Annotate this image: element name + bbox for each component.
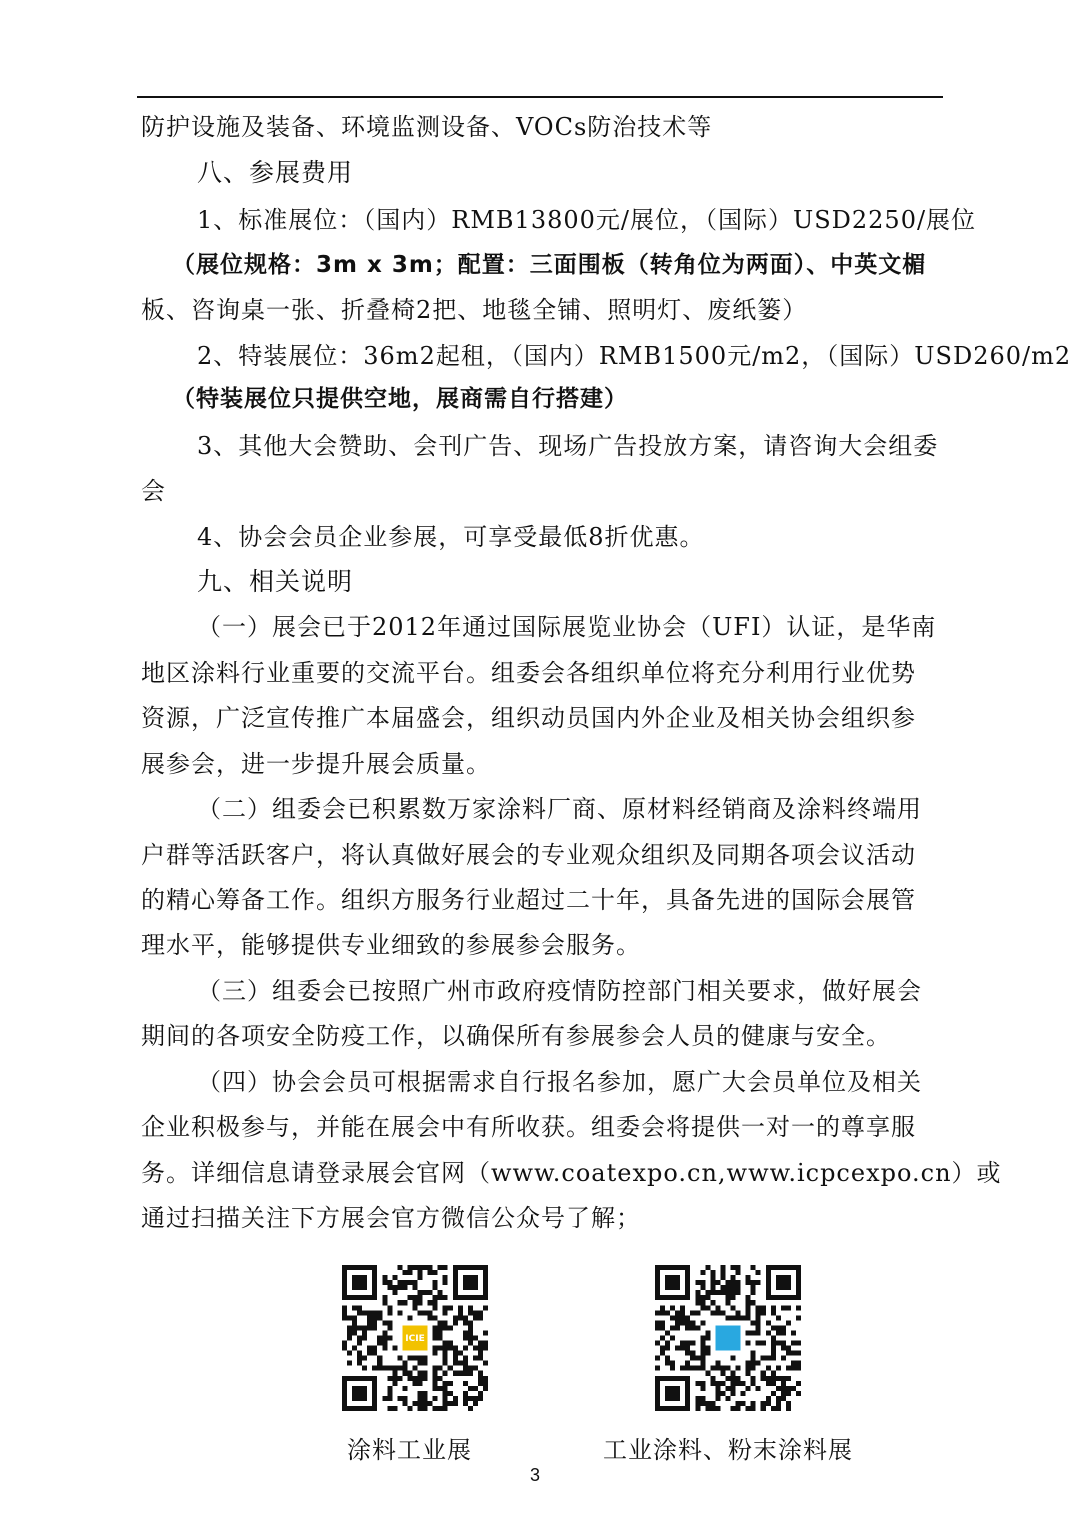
qr-label-industrial-powder-expo: 工业涂料、粉末涂料展: [603, 1436, 853, 1464]
text-line: 防护设施及装备、环境监测设备、VOCs防治技术等: [141, 113, 713, 141]
note-paragraph: （一）展会已于2012年通过国际展览业协会（UFI）认证，是华南: [197, 613, 937, 641]
qr-code-coating-expo: [342, 1265, 488, 1411]
fee-member-discount: 4、协会会员企业参展，可享受最低8折优惠。: [197, 523, 705, 551]
fee-sponsorship: 3、其他大会赞助、会刊广告、现场广告投放方案，请咨询大会组委: [197, 432, 939, 460]
note-paragraph: （四）协会会员可根据需求自行报名参加，愿广大会员单位及相关: [197, 1068, 922, 1096]
page-number: 3: [530, 1465, 541, 1485]
fee-standard-note: （展位规格：3m x 3m；配置：三面围板（转角位为两面）、中英文楣: [172, 252, 927, 278]
fee-sponsorship: 会: [141, 477, 166, 505]
note-paragraph: 地区涂料行业重要的交流平台。组委会各组织单位将充分利用行业优势: [141, 659, 916, 687]
note-paragraph: 理水平，能够提供专业细致的参展参会服务。: [141, 931, 641, 959]
note-paragraph: 户群等活跃客户，将认真做好展会的专业观众组织及同期各项会议活动: [141, 841, 916, 869]
note-paragraph: 资源，广泛宣传推广本届盛会，组织动员国内外企业及相关协会组织参: [141, 704, 916, 732]
fee-special-booth: 2、特装展位：36m2起租，（国内）RMB1500元/m2，（国际）USD260/m2: [197, 342, 1072, 370]
note-paragraph: 务。详细信息请登录展会官网（www.coatexpo.cn,www.icpcexpo.cn）或: [141, 1159, 1002, 1187]
note-paragraph: （三）组委会已按照广州市政府疫情防控部门相关要求，做好展会: [197, 977, 922, 1005]
svg-text:ICIE: ICIE: [405, 1334, 425, 1345]
note-paragraph: 的精心筹备工作。组织方服务行业超过二十年，具备先进的国际会展管: [141, 886, 916, 914]
note-paragraph: 通过扫描关注下方展会官方微信公众号了解；: [141, 1204, 641, 1232]
header-rule: [137, 96, 943, 98]
section-heading-fees: 八、参展费用: [197, 158, 354, 187]
qr-label-coating-expo: 涂料工业展: [347, 1436, 472, 1464]
note-paragraph: 展参会，进一步提升展会质量。: [141, 750, 491, 778]
note-paragraph: 企业积极参与，并能在展会中有所收获。组委会将提供一对一的尊享服: [141, 1113, 916, 1141]
note-paragraph: 期间的各项安全防疫工作，以确保所有参展参会人员的健康与安全。: [141, 1022, 891, 1050]
fee-standard-note: 板、咨询桌一张、折叠椅2把、地毯全铺、照明灯、废纸篓）: [141, 296, 808, 324]
fee-special-note: （特装展位只提供空地，展商需自行搭建）: [172, 386, 628, 412]
note-paragraph: （二）组委会已积累数万家涂料厂商、原材料经销商及涂料终端用: [197, 795, 922, 823]
section-heading-notes: 九、相关说明: [197, 567, 354, 596]
fee-standard-booth: 1、标准展位：（国内）RMB13800元/展位，（国际）USD2250/展位: [197, 206, 977, 234]
qr-code-industrial-powder-expo: [655, 1265, 801, 1411]
